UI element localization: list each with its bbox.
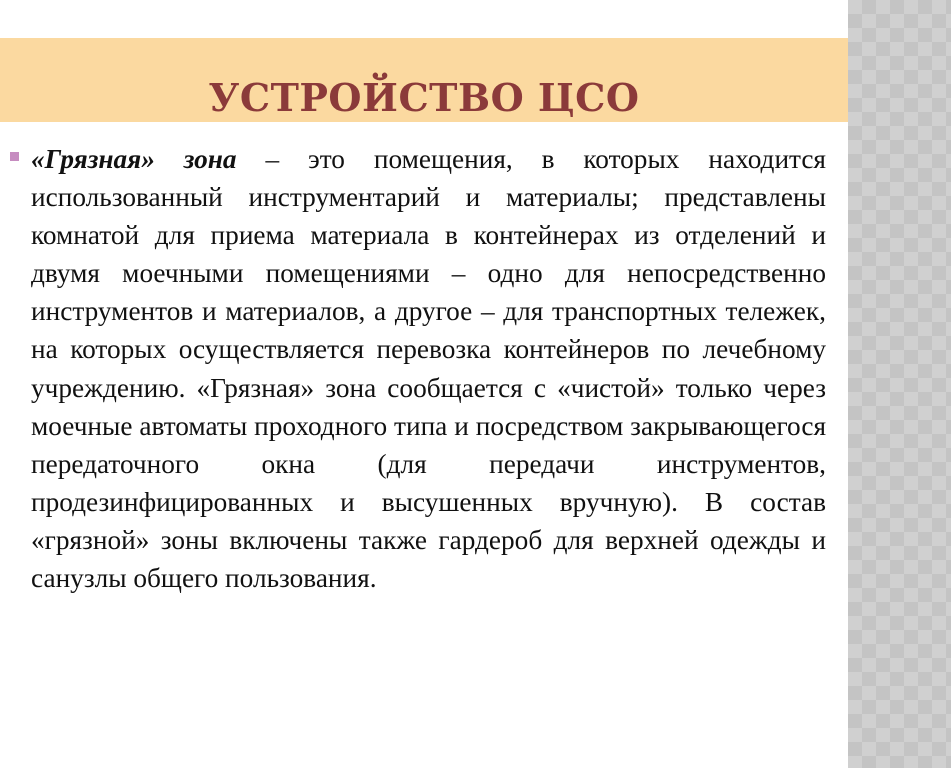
body-text: – это помещения, в которых находится использованный инструментарий и материалы; представлены комнатой для приема материала в контейнерах из отделений и двумя моечными помещениями – одно для непосредственно инструментов и материалов, а другое – для транспортных тележек, на которых осуществляется перевозка контейнеров по лечебному учреждению. «Грязная» зона сообщается с «чистой» только через моечные автоматы проходного типа и посредством закрывающегося передаточного окна (для передачи инструментов, продезинфицированных и высушенных вручную). В состав «грязной» зоны включены также гардероб для верхней одежды и санузлы общего пользования. [31,144,826,594]
decorative-side-pattern [848,0,951,768]
slide-title: УСТРОЙСТВО ЦСО [208,75,640,120]
bullet-square-icon [10,152,19,161]
body-lead-term: «Грязная» зона [31,144,237,174]
body-paragraph [31,140,826,597]
